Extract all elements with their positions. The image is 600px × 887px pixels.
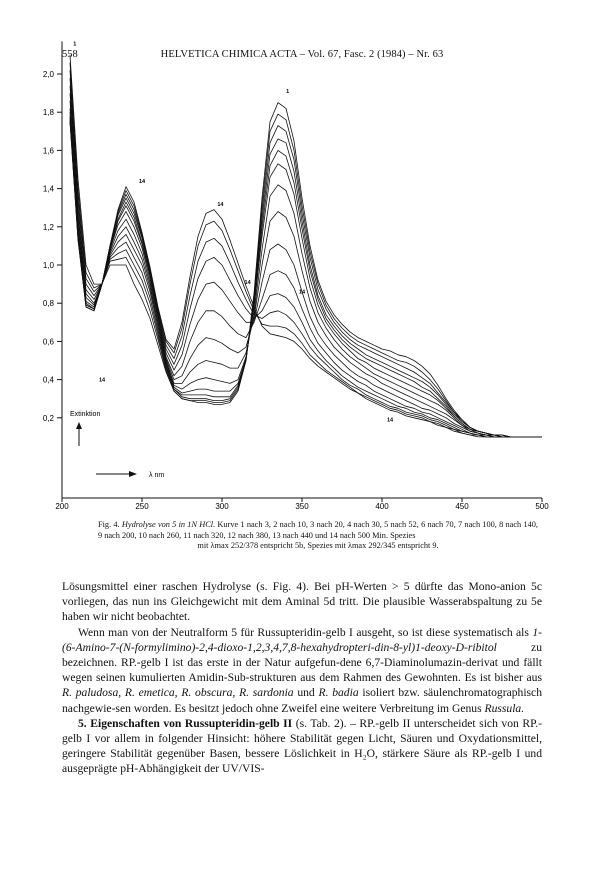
p2-part-c: isoliert bzw. säulenchromatographisch nachgewie-sen worden. Es besitzt jedoch ohne Zweifel eine weitere Verbreitung im Genus: [62, 686, 542, 715]
section-heading: 5. Eigenschaften von Russupteridin-gelb II: [78, 716, 293, 730]
p2-part-a: Wenn man von der Neutralform 5 für Russupteridin-gelb I ausgeht, so ist diese systematisch als: [78, 625, 533, 639]
spectrum-curve-5: [70, 86, 542, 437]
body-text: [62, 579, 542, 777]
x-tick-label: 300: [215, 502, 229, 511]
curve-number-label: 14: [138, 178, 146, 185]
spectrum-curve-1: [70, 55, 542, 437]
y-tick-label: 1,6: [42, 146, 54, 156]
genus-name: Russula.: [484, 701, 525, 715]
caption-last-line: mit λmax 252/378 entspricht 5b, Spezies mit λmax 292/345 entspricht 9.: [197, 541, 439, 551]
spectrum-curve-10: [70, 116, 542, 437]
species-1: R. paludosa,: [62, 686, 122, 700]
running-title: HELVETICA CHIMICA ACTA – Vol. 67, Fasc. 2 (1984) – Nr. 63: [160, 49, 444, 60]
y-axis: [43, 41, 62, 498]
x-tick-label: 350: [295, 502, 309, 511]
spectrum-curve-6: [70, 93, 542, 437]
species-2: R. emetica,: [124, 686, 178, 700]
paragraph-2: Wenn man von der Neutralform 5 für Russupteridin-gelb I ausgeht, so ist diese systematisch als 1-(6-Amino-7-(N-formylimino)-2,4-dioxo-1,2,3,4,7,8-hexahydropteri-din-8-yl)1-deoxy-D-ribitol zu bezeichnen. RP.-gelb I ist das erste in der Natur aufgefun-dene 6,7-Diaminolumazin-derivat und fällt wegen seinen kumulierten Amidin-Sub-strukturen aus dem Rahmen des Gewohnten. Es ist bisher aus R. paludosa, R. emetica, R. obscura, R. sardonia und R. badia isoliert bzw. säulenchromatographisch nachgewie-sen worden. Es besitzt jedoch ohne Zweifel eine weitere Verbreitung im Genus Russula.: [62, 625, 542, 715]
x-tick-label: 400: [375, 502, 389, 511]
p3-ref: (s. Tab. 2). –: [292, 716, 360, 730]
y-tick-label: 0,2: [42, 413, 54, 423]
systematic-name: 1-(6-Amino-7-(N-formylimino)-2,4-dioxo-1,2,3,4,7,8-hexahydropteri-din-8-yl)1-deoxy-D-ribitol: [62, 625, 542, 654]
y-axis-label: Extinktion: [70, 411, 101, 418]
axis-legend: [70, 411, 164, 479]
spectrum-curve-3: [70, 70, 542, 437]
curve-number-label: 14: [298, 289, 306, 296]
y-tick-label: 0,6: [42, 337, 54, 347]
p3-text: RP.-gelb II unterscheidet sich von RP.-gelb I vor allem in folgender Hinsicht: höhere Stabilität gegen Licht, Säuren und Oxydationsmittel, geringere Stabilität gegenüber Basen, bessere Löslichkeit in H₂O, stärkere Säure als RP.-gelb I und ausgeprägte pH-Abhängigkeit der UV/VIS-: [62, 716, 542, 776]
x-axis-label: λ nm: [149, 472, 165, 479]
paragraph-1: Lösungsmittel einer raschen Hydrolyse (s. Fig. 4). Bei pH-Werten > 5 dürfte das Mono-anion 5c vorliegen, das nun ins Gleichgewicht mit dem Aminal 5d tritt. Die plausible Wasserabspaltung zu 5e haben wir nicht beobachtet.: [62, 580, 542, 624]
y-tick-label: 1,2: [42, 222, 54, 232]
curve-number-label: 1: [73, 41, 77, 48]
curve-number-label: 1: [286, 89, 290, 96]
y-tick-label: 2,0: [42, 70, 54, 79]
spectrum-curve-8: [70, 108, 542, 437]
y-tick-label: 0,8: [42, 299, 54, 309]
x-axis: [55, 498, 549, 511]
x-tick-label: 450: [455, 502, 469, 511]
curve-number-label: 14: [386, 417, 394, 424]
spectra-curves: [70, 55, 542, 437]
x-tick-label: 500: [535, 502, 549, 511]
page-number: 558: [62, 49, 78, 60]
y-tick-label: 1,0: [42, 261, 54, 270]
species-5: R. badia: [318, 686, 359, 700]
paragraph-3: [62, 716, 542, 777]
x-tick-label: 200: [55, 502, 69, 511]
curve-number-label: 14: [244, 280, 251, 287]
figure-caption: [98, 520, 538, 552]
p2-part-b: zu bezeichnen. RP.-gelb I ist das erste in der Natur aufgefun-dene 6,7-Diaminolumazin-derivat und fällt wegen seinen kumulierten Amidin-Sub-strukturen aus dem Rahmen des Gewohnten. Es ist bisher aus: [62, 640, 542, 685]
curve-number-label: 14: [217, 201, 224, 208]
spectrum-curve-13: [70, 122, 542, 437]
spectrum-curve-14: [70, 122, 542, 437]
spectrum-curve-9: [70, 112, 542, 437]
caption-label: Fig. 4.: [98, 520, 120, 529]
y-tick-label: 1,4: [42, 184, 54, 194]
curve-number-label: 14: [98, 377, 106, 384]
species-4: R. sardonia: [239, 686, 294, 700]
species-3: R. obscura,: [181, 686, 236, 700]
spectrum-curve-7: [70, 101, 542, 437]
x-tick-label: 250: [135, 502, 149, 511]
y-axis-arrow-head: [76, 422, 82, 429]
x-axis-arrow-head: [129, 471, 137, 477]
y-tick-label: 1,8: [42, 108, 54, 118]
caption-title: Hydrolyse von 5 in 1N HCl.: [121, 520, 216, 529]
y-tick-label: 0,4: [42, 375, 54, 385]
caption-text: Kurve 1 nach 3, 2 nach 10, 3 nach 20, 4 nach 30, 5 nach 52, 6 nach 70, 7 nach 100, 8 nach 140, 9 nach 200, 10 nach 260, 11 nach 320, 12 nach 380, 13 nach 440 und 14 nach 500 Min. Spezies: [98, 520, 538, 540]
